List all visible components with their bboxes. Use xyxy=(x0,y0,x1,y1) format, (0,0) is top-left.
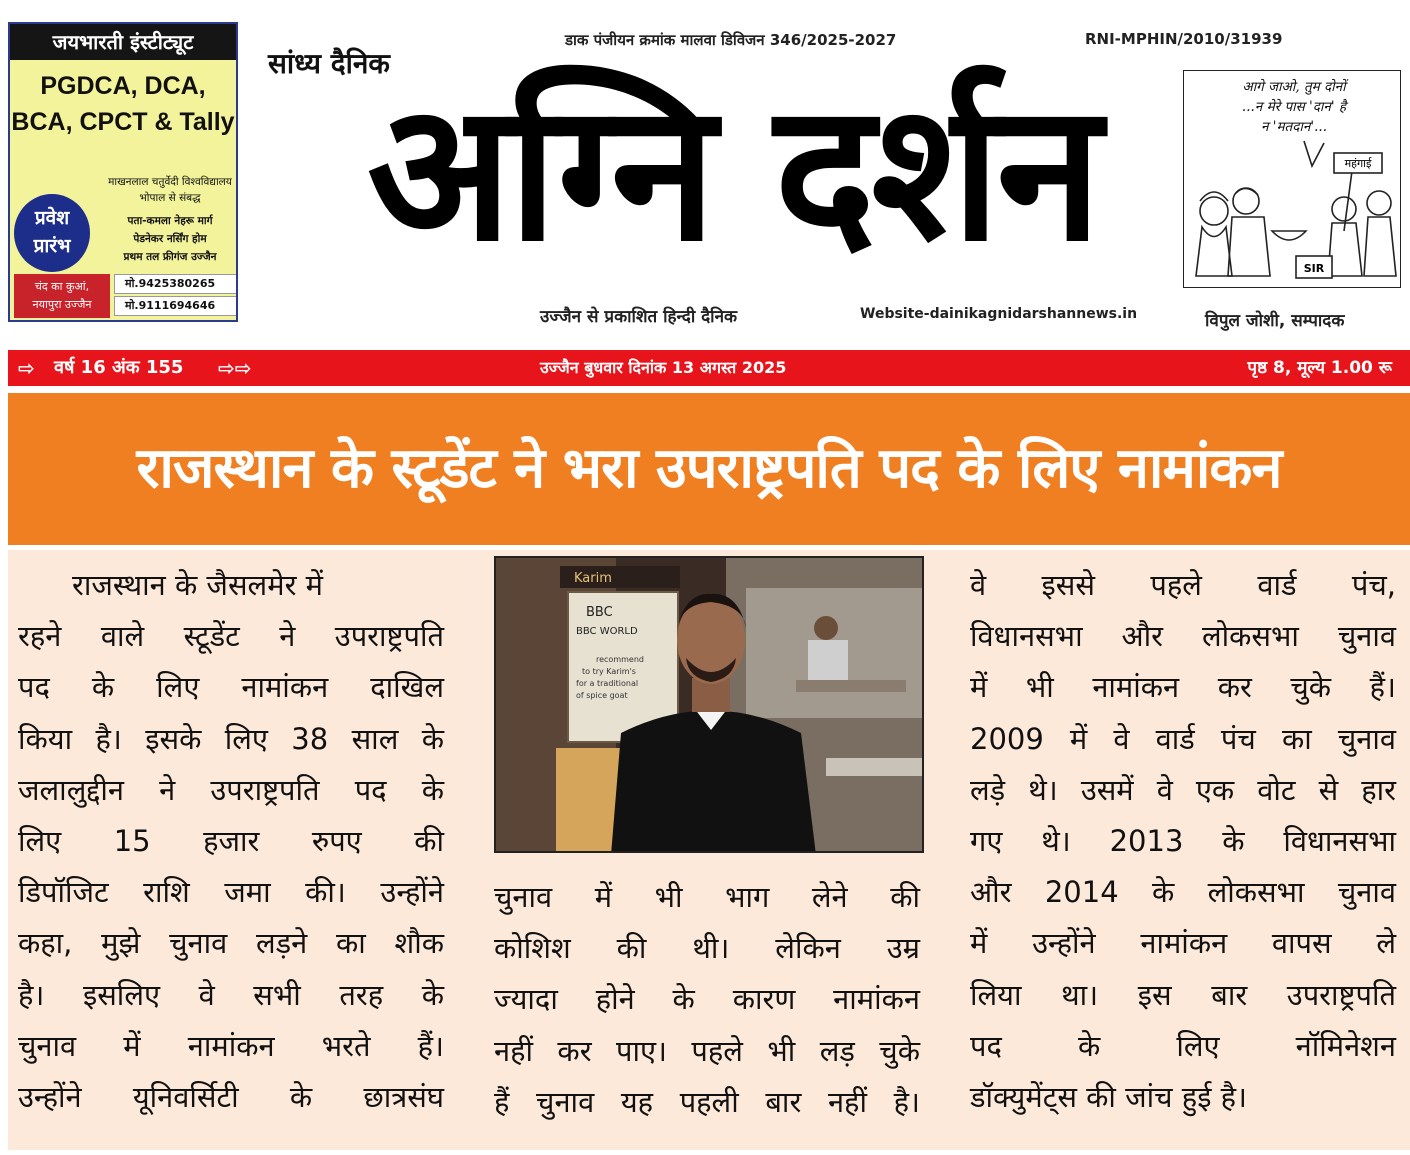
publication-date: उज्जैन बुधवार दिनांक 13 अगस्त 2025 xyxy=(540,358,787,377)
ad-badge-line2: प्रारंभ xyxy=(33,235,71,257)
ad-badge-line1: प्रवेश xyxy=(34,207,70,229)
article-line: वे इससे पहले वार्ड पंच, xyxy=(970,568,1396,602)
rni-number: RNI-MPHIN/2010/31939 xyxy=(1085,30,1283,48)
postal-registration: डाक पंजीयन क्रमांक मालवा डिविजन 346/2025-2027 xyxy=(565,31,897,49)
article-line: में भी नामांकन कर चुके हैं। xyxy=(970,670,1396,705)
article-line: चुनाव में नामांकन भरते हैं। xyxy=(18,1028,444,1063)
headline: राजस्थान के स्टूडेंट ने भरा उपराष्ट्रपति पद के लिए नामांकन xyxy=(136,436,1282,501)
article-line: किया है। इसके लिए 38 साल के xyxy=(18,721,444,756)
ad-institute-name: जयभारती इंस्टीट्यूट xyxy=(10,24,236,60)
article-line: और 2014 के लोकसभा चुनाव xyxy=(970,875,1396,910)
article-line: लिए 15 हजार रुपए की xyxy=(18,824,444,859)
article-line: डॉक्युमेंट्स की जांच हुई है। xyxy=(970,1080,1248,1115)
article-column-3 xyxy=(970,560,1396,1123)
ad-address-line3: प्रथम तल फ्रीगंज उज्जैन xyxy=(123,251,217,263)
article-line: चुनाव में भी भाग लेने की xyxy=(494,880,920,914)
website-link[interactable]: Website-dainikagnidarshannews.in xyxy=(860,306,1138,322)
ad-address xyxy=(100,212,238,266)
ad-location xyxy=(14,274,110,318)
article-line: डिपॉजिट राशि जमा की। उन्होंने xyxy=(18,875,444,910)
article-line: हैं चुनाव यह पहली बार नहीं है। xyxy=(494,1084,920,1119)
ad-location-line1: चंद का कुआं, xyxy=(34,280,90,293)
article-line: कोशिश की थी। लेकिन उम्र xyxy=(494,931,920,966)
article-line: लिया था। इस बार उपराष्ट्रपति xyxy=(970,977,1396,1012)
photo-sign-karim: Karim xyxy=(574,571,612,586)
photo-sign-bbc-world: BBC WORLD xyxy=(576,626,638,637)
ad-courses-line1: PGDCA, DCA, xyxy=(40,72,206,100)
ad-affiliation xyxy=(102,174,238,206)
article-line: 2009 में वे वार्ड पंच का चुनाव xyxy=(970,721,1396,756)
article-photo xyxy=(494,556,924,853)
masthead-subtitle: सांध्य दैनिक xyxy=(268,47,390,80)
article-line: नहीं कर पाए। पहले भी लड़ चुके xyxy=(494,1033,920,1068)
article-line: पद के लिए नामांकन दाखिल xyxy=(18,670,444,705)
photo-poster-line1: recommend xyxy=(596,655,644,664)
ad-affiliation-line1: माखनलाल चतुर्वेदी विश्वविद्यालय xyxy=(108,176,232,188)
cartoon-drawing xyxy=(1184,71,1401,288)
cartoon-caption-line3: न 'मतदान'... xyxy=(1260,119,1327,135)
ad-admission-badge xyxy=(14,194,90,272)
article-line: जलालुद्दीन ने उपराष्ट्रपति पद के xyxy=(18,772,444,807)
photo-poster-line2: to try Karim's xyxy=(582,667,636,676)
date-strip xyxy=(8,350,1410,386)
article-line: राजस्थान के जैसलमेर में xyxy=(72,568,323,602)
ad-address-line1: पता-कमला नेहरू मार्ग xyxy=(127,215,213,227)
article-line: कहा, मुझे चुनाव लड़ने का शौक xyxy=(18,926,444,961)
photo-poster-line3: for a traditional xyxy=(576,679,639,688)
editorial-cartoon xyxy=(1183,70,1401,288)
ad-courses-line2: BCA, CPCT & Tally xyxy=(11,108,235,136)
cartoon-caption-line2: ...न मेरे पास 'दान' है xyxy=(1241,99,1347,115)
published-from: उज्जैन से प्रकाशित हिन्दी दैनिक xyxy=(540,307,738,327)
issue-number: वर्ष 16 अंक 155 xyxy=(54,357,184,378)
cartoon-bag-text: SIR xyxy=(1303,262,1325,275)
article-column-2 xyxy=(494,872,920,1128)
pages-price: पृष्ठ 8, मूल्य 1.00 रू xyxy=(1247,358,1392,378)
article-line: ज्यादा होने के कारण नामांकन xyxy=(494,982,920,1017)
article-line: रहने वाले स्टूडेंट ने उपराष्ट्रपति xyxy=(18,619,444,654)
ad-location-line2: नयापुरा उज्जैन xyxy=(32,298,92,311)
article-line: लड़े थे। उसमें वे एक वोट से हार xyxy=(970,772,1396,807)
photo-poster-line4: of spice goat xyxy=(576,691,628,700)
photo-illustration xyxy=(496,558,924,853)
ad-phone-2: मो.9111694646 xyxy=(114,296,238,316)
cartoon-caption-line1: आगे जाओ, तुम दोनों xyxy=(1242,79,1346,95)
double-arrow-right-icon: ⇨⇨ xyxy=(218,356,252,380)
ad-address-line2: पेडनेकर नर्सिंग होम xyxy=(133,233,207,245)
article-line: पद के लिए नॉमिनेशन xyxy=(970,1028,1396,1063)
editor-name: विपुल जोशी, सम्पादक xyxy=(1205,311,1345,331)
photo-sign-bbc: BBC xyxy=(586,605,613,620)
newspaper-title: अग्नि दर्शन xyxy=(367,62,1098,283)
ad-courses xyxy=(10,68,236,140)
cartoon-sign-text: महंगाई xyxy=(1344,157,1372,170)
article-line: गए थे। 2013 के विधानसभा xyxy=(970,824,1396,859)
article-line: में उन्होंने नामांकन वापस ले xyxy=(970,926,1396,961)
ad-phone-1: मो.9425380265 xyxy=(114,274,238,294)
article-column-1 xyxy=(18,560,444,1123)
article-line: है। इसलिए वे सभी तरह के xyxy=(18,977,444,1012)
article-line: उन्होंने यूनिवर्सिटी के छात्रसंघ xyxy=(18,1080,444,1115)
ad-affiliation-line2: भोपाल से संबद्ध xyxy=(139,192,201,204)
advertisement-box xyxy=(8,22,238,322)
article-line: विधानसभा और लोकसभा चुनाव xyxy=(970,619,1396,654)
arrow-right-icon: ⇨ xyxy=(18,356,35,380)
